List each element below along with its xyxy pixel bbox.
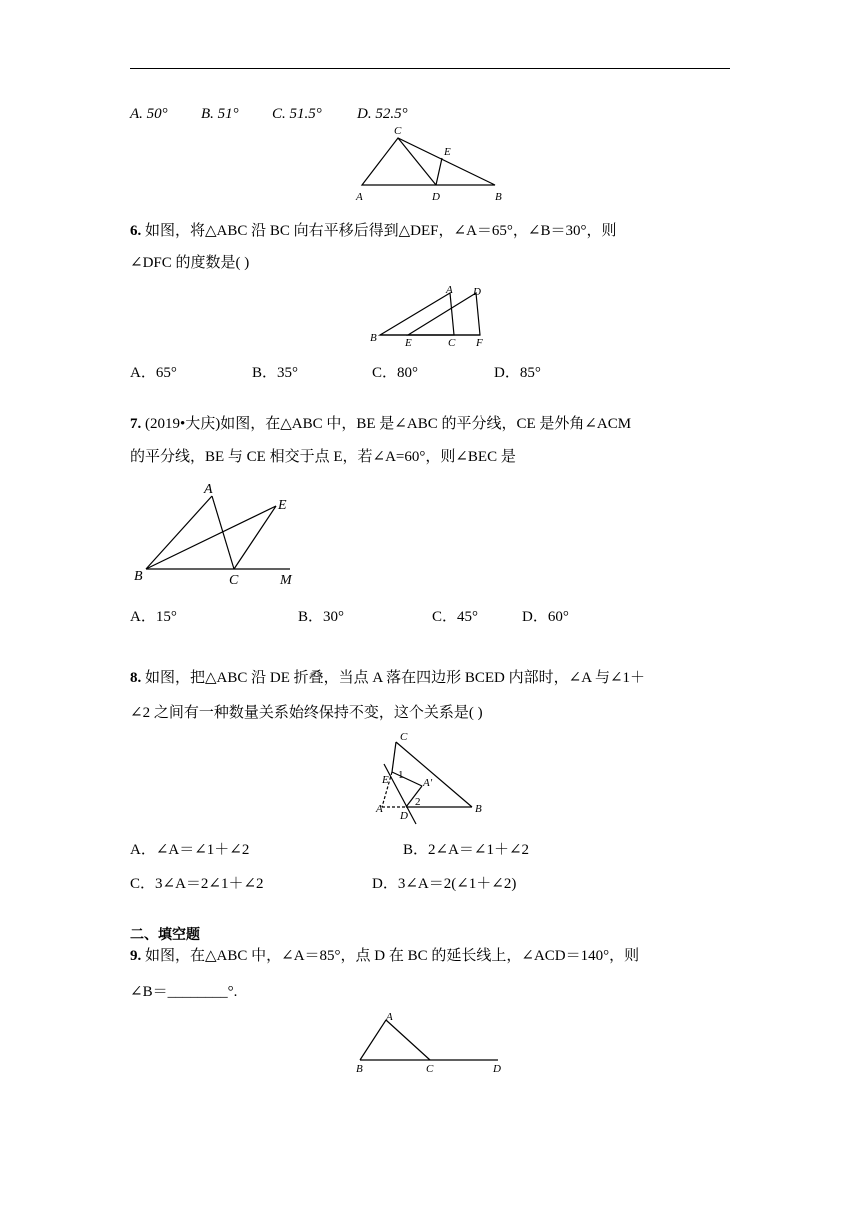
label-c: C (400, 731, 408, 743)
label-e: E (405, 337, 412, 349)
label-d: D (473, 286, 481, 298)
label-f: F (476, 337, 483, 349)
option-c[interactable]: C．45° (432, 609, 479, 625)
option-d[interactable]: D．85° (494, 365, 541, 381)
label-d: D (400, 810, 408, 822)
question-number: 7. (130, 416, 142, 432)
label-b: B (356, 1063, 363, 1075)
header-rule (130, 68, 730, 69)
prev-option-b: B. 51° (201, 106, 239, 122)
label-angle-1: 1 (398, 769, 404, 781)
segment-cd (398, 138, 436, 185)
prev-option-d: D. 52.5° (357, 106, 408, 122)
question-7-line2: 的平分线，BE 与 CE 相交于点 E，若∠A=60°，则∠BEC 是 (130, 449, 516, 465)
question-number: 6. (130, 223, 142, 239)
question-9 (130, 946, 639, 966)
question-number: 9. (130, 948, 142, 964)
label-a: A (446, 284, 453, 296)
option-d[interactable]: D．3∠A＝2(∠1＋∠2) (372, 876, 517, 892)
segment-ce (234, 506, 276, 569)
question-text: 如图，把△ABC 沿 DE 折叠，当点 A 落在四边形 BCED 内部时，∠A 与∠1＋ (145, 670, 646, 686)
option-d[interactable]: D．60° (522, 609, 569, 625)
label-e: E (278, 498, 287, 513)
label-c: C (229, 573, 239, 588)
label-m: M (280, 573, 292, 588)
triangle-def (408, 293, 480, 335)
figure-q9-exterior-angle (350, 1008, 510, 1078)
label-angle-2: 2 (415, 796, 421, 808)
segment-be (146, 506, 276, 569)
segment-ce (392, 742, 396, 772)
question-8-line2: ∠2 之间有一种数量关系始终保持不变，这个关系是( ) (130, 705, 483, 721)
segment-ac (386, 1020, 430, 1060)
section-heading: 二、填空题 (130, 927, 200, 943)
figure-q6-translation (366, 283, 496, 353)
label-d: D (432, 191, 440, 203)
label-b: B (495, 191, 502, 203)
segment-ba (360, 1020, 386, 1060)
label-b: B (475, 803, 482, 815)
option-a[interactable]: A．15° (130, 609, 177, 625)
segment-ac (212, 496, 234, 569)
label-a: A (386, 1011, 393, 1023)
label-a: A (376, 803, 383, 815)
segment-de (436, 158, 442, 185)
question-8 (130, 668, 645, 688)
label-e: E (444, 146, 451, 158)
question-text: 如图，在△ABC 中，∠A＝85°，点 D 在 BC 的延长线上，∠ACD＝140°，则 (145, 948, 640, 964)
question-7 (130, 414, 631, 434)
question-text: (2019•大庆)如图，在△ABC 中，BE 是∠ABC 的平分线，CE 是外角∠ACM (145, 416, 632, 432)
prev-option-a: A. 50° (130, 106, 168, 122)
figure-q7-bisectors (130, 478, 305, 590)
option-b[interactable]: B．2∠A＝∠1＋∠2 (403, 842, 530, 858)
question-text: 如图，将△ABC 沿 BC 向右平移后得到△DEF，∠A＝65°，∠B＝30°，则 (145, 223, 617, 239)
segment-cb (396, 742, 472, 807)
option-a[interactable]: A．∠A＝∠1＋∠2 (130, 842, 250, 858)
label-c: C (448, 337, 456, 349)
figure-q8-fold (370, 728, 495, 826)
option-c[interactable]: C．80° (372, 365, 419, 381)
figure-prev-triangle (350, 124, 510, 204)
label-b: B (134, 569, 143, 584)
question-9-line2: ∠B＝________°. (130, 984, 238, 1000)
label-a: A (356, 191, 363, 203)
option-b[interactable]: B．35° (252, 365, 299, 381)
label-a: A (204, 482, 213, 497)
question-6 (130, 221, 616, 241)
label-c: C (394, 125, 402, 137)
question-6-line2: ∠DFC 的度数是( ) (130, 255, 250, 271)
segment-ea-prime (392, 772, 422, 786)
label-a-prime: A′ (423, 777, 433, 789)
label-c: C (426, 1063, 434, 1075)
triangle-abc (362, 138, 495, 185)
label-d: D (493, 1063, 501, 1075)
option-b[interactable]: B．30° (298, 609, 345, 625)
question-number: 8. (130, 670, 142, 686)
prev-option-c: C. 51.5° (272, 106, 322, 122)
label-b: B (370, 332, 377, 344)
option-a[interactable]: A．65° (130, 365, 177, 381)
segment-ba (146, 496, 212, 569)
label-e: E (382, 774, 389, 786)
option-c[interactable]: C．3∠A＝2∠1＋∠2 (130, 876, 264, 892)
